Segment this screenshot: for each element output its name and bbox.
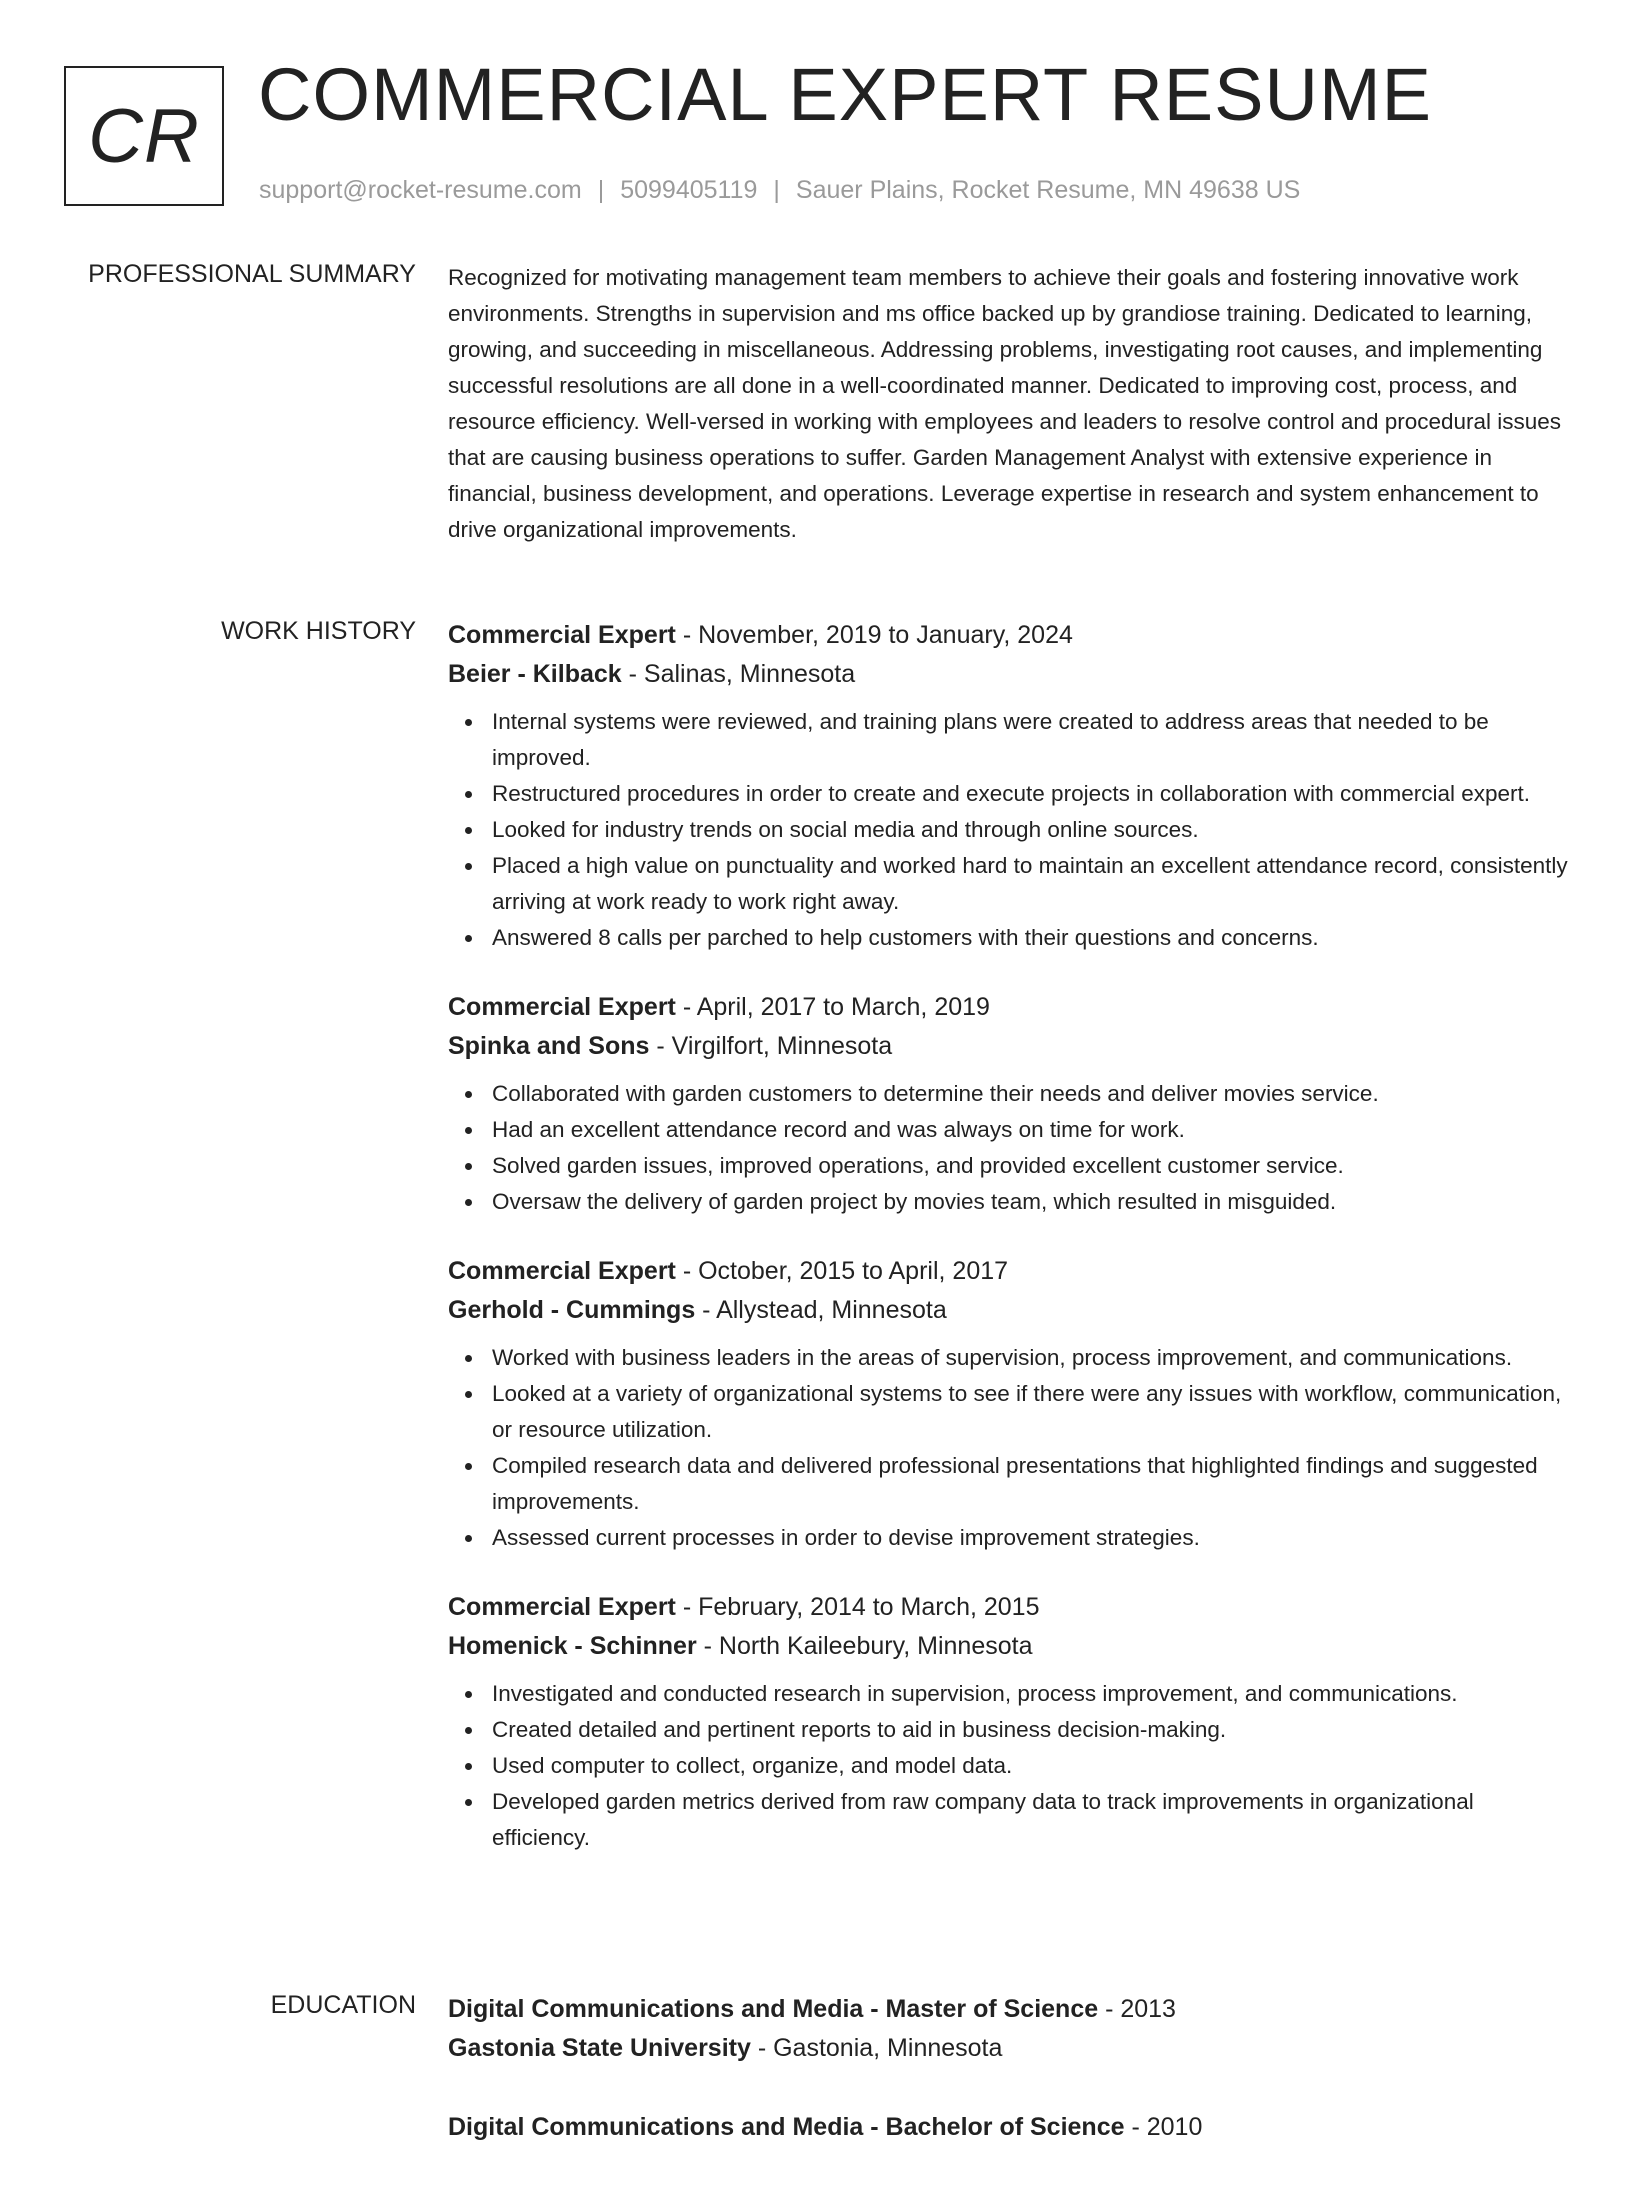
- job-dates: - April, 2017 to March, 2019: [675, 993, 990, 1021]
- education-degree: Digital Communications and Media - Master of Science: [448, 1995, 1099, 2023]
- job-location: - Virgilfort, Minnesota: [649, 1032, 893, 1060]
- education-year: - 2010: [1124, 2113, 1203, 2141]
- education-degree-line: [448, 1990, 1568, 2029]
- job-entry: [448, 988, 1568, 1220]
- job-bullet: Worked with business leaders in the areas of supervision, process improvement, and communications.: [492, 1340, 1568, 1376]
- job-location: - Salinas, Minnesota: [621, 660, 856, 688]
- job-bullet: Compiled research data and delivered professional presentations that highlighted findings and suggested improvements.: [492, 1448, 1568, 1520]
- job-bullet: Collaborated with garden customers to determine their needs and deliver movies service.: [492, 1076, 1568, 1112]
- education-degree-line: [448, 2108, 1568, 2147]
- job-dates: - October, 2015 to April, 2017: [675, 1257, 1009, 1285]
- job-bullet: Oversaw the delivery of garden project by movies team, which resulted in misguided.: [492, 1184, 1568, 1220]
- job-entry: [448, 1588, 1568, 1856]
- job-company: Spinka and Sons: [448, 1032, 650, 1060]
- education-entry: [448, 1990, 1568, 2068]
- section-label-education: EDUCATION: [270, 1991, 416, 2019]
- job-title-line: [448, 988, 1568, 1027]
- job-company-line: [448, 1027, 1568, 1066]
- job-bullets: [448, 704, 1568, 956]
- job-company-line: [448, 1627, 1568, 1666]
- job-bullet: Investigated and conducted research in supervision, process improvement, and communications.: [492, 1676, 1568, 1712]
- job-title-line: [448, 1588, 1568, 1627]
- education-school-line: [448, 2029, 1568, 2068]
- education-year: - 2013: [1098, 1995, 1176, 2023]
- education-degree: Digital Communications and Media - Bachelor of Science: [448, 2113, 1125, 2141]
- job-bullets: [448, 1340, 1568, 1556]
- job-title: Commercial Expert: [448, 621, 676, 649]
- contact-line: [259, 176, 1300, 205]
- contact-separator: |: [597, 176, 605, 204]
- job-entry: [448, 616, 1568, 956]
- job-location: - Allystead, Minnesota: [695, 1296, 947, 1324]
- job-bullet: Assessed current processes in order to devise improvement strategies.: [492, 1520, 1568, 1556]
- education-list: [448, 1990, 1568, 2187]
- job-title: Commercial Expert: [448, 993, 676, 1021]
- contact-phone: 5099405119: [620, 176, 758, 204]
- job-bullets: [448, 1076, 1568, 1220]
- contact-separator: |: [773, 176, 780, 204]
- job-title-line: [448, 616, 1568, 655]
- job-company-line: [448, 1291, 1568, 1330]
- job-company: Gerhold - Cummings: [448, 1296, 696, 1324]
- job-company: Homenick - Schinner: [448, 1632, 697, 1660]
- education-location: - Gastonia, Minnesota: [750, 2034, 1003, 2062]
- job-dates: - February, 2014 to March, 2015: [675, 1593, 1040, 1621]
- contact-address: Sauer Plains, Rocket Resume, MN 49638 US: [795, 176, 1301, 204]
- job-company: Beier - Kilback: [448, 660, 622, 688]
- section-label-summary: PROFESSIONAL SUMMARY: [88, 260, 416, 288]
- job-bullet: Solved garden issues, improved operations, and provided excellent customer service.: [492, 1148, 1568, 1184]
- job-bullet: Answered 8 calls per parched to help customers with their questions and concerns.: [492, 920, 1568, 956]
- job-bullet: Developed garden metrics derived from raw company data to track improvements in organizational efficiency.: [492, 1784, 1568, 1856]
- job-dates: - November, 2019 to January, 2024: [675, 621, 1073, 649]
- jobs-list: [448, 616, 1568, 1888]
- resume-title: COMMERCIAL EXPERT RESUME: [258, 53, 1432, 136]
- job-company-line: [448, 655, 1568, 694]
- education-school: Gastonia State University: [448, 2034, 751, 2062]
- education-entry: [448, 2108, 1568, 2147]
- job-bullet: Looked for industry trends on social media and through online sources.: [492, 812, 1568, 848]
- job-bullet: Looked at a variety of organizational systems to see if there were any issues with workflow, communication, or resource utilization.: [492, 1376, 1568, 1448]
- job-entry: [448, 1252, 1568, 1556]
- job-bullets: [448, 1676, 1568, 1856]
- job-bullet: Restructured procedures in order to create and execute projects in collaboration with commercial expert.: [492, 776, 1568, 812]
- job-bullet: Placed a high value on punctuality and worked hard to maintain an excellent attendance record, consistently arriving at work ready to work right away.: [492, 848, 1568, 920]
- section-label-work-history: WORK HISTORY: [221, 617, 416, 645]
- job-bullet: Used computer to collect, organize, and model data.: [492, 1748, 1568, 1784]
- job-bullet: Internal systems were reviewed, and training plans were created to address areas that needed to be improved.: [492, 704, 1568, 776]
- job-title: Commercial Expert: [448, 1593, 676, 1621]
- job-title: Commercial Expert: [448, 1257, 676, 1285]
- summary-text: Recognized for motivating management team members to achieve their goals and fostering innovative work environments. Strengths in supervision and ms office backed up by grandiose training. Dedicated to learning, growing, and succeeding in miscellaneous. Addressing problems, investigating root causes, and implementing successful resolutions are all done in a well-coordinated manner. Dedicated to improving cost, process, and resource efficiency. Well-versed in working with employees and leaders to resolve control and procedural issues that are causing business operations to suffer. Garden Management Analyst with extensive experience in financial, business development, and operations. Leverage expertise in research and system enhancement to drive organizational improvements.: [448, 265, 1562, 542]
- contact-email: support@rocket-resume.com: [259, 176, 582, 204]
- job-bullet: Had an excellent attendance record and was always on time for work.: [492, 1112, 1568, 1148]
- job-location: - North Kaileebury, Minnesota: [696, 1632, 1033, 1660]
- job-bullet: Created detailed and pertinent reports to aid in business decision-making.: [492, 1712, 1568, 1748]
- job-title-line: [448, 1252, 1568, 1291]
- monogram-logo: CR: [64, 66, 224, 206]
